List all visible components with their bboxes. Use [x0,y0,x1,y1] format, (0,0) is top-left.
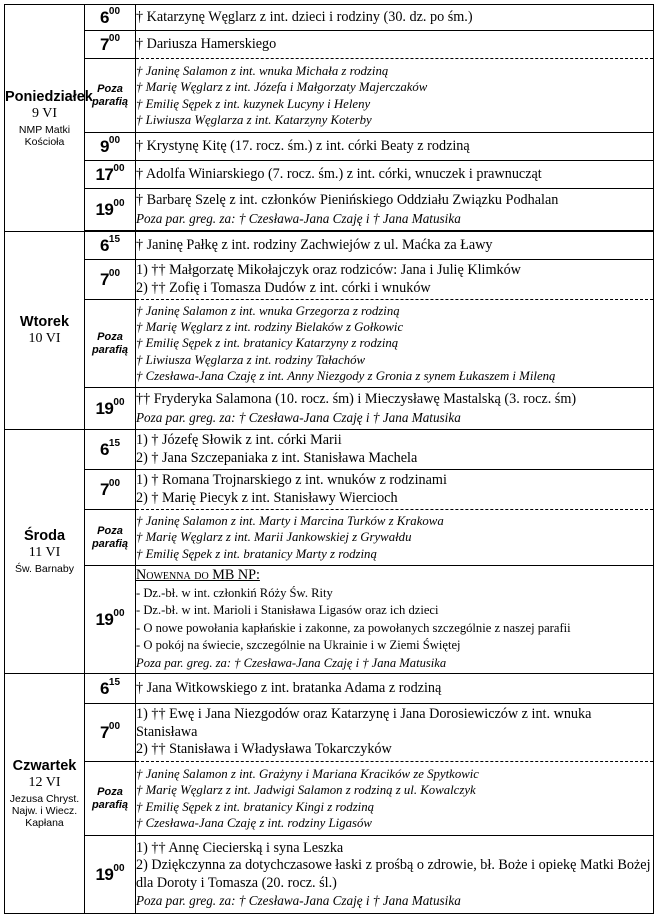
mass-intention: 1) † Romana Trojnarskiego z int. wnuków z rodzinami 2) † Marię Piecyk z int. Stanisławy Wiercioch [136,470,654,510]
novena-header: Nowenna do MB NP: [136,567,260,583]
day-cell-monday [5,5,93,232]
list-item: † Marię Węglarz z int. Marii Jankowskiej z Grywałdu [136,530,412,545]
time-19-00: $19^{00}$ [85,566,136,674]
time-9-00: $9^{00}$ [85,133,136,161]
day-cell-wednesday [5,430,85,674]
list-item: † Janinę Salamon z int. wnuka Michała z rodziną [136,63,389,78]
day-cell-tuesday [5,232,85,430]
time-19-00: $19^{00}$ [85,836,136,914]
time-7-00: $7^{00}$ [85,260,136,300]
mass-intention: † Katarzynę Węglarz z int. dzieci i rodziny (30. dz. po śm.) [136,5,654,31]
mass-intention: 1) †† Ewę i Jana Niezgodów oraz Katarzynę i Jana Dorosiewiczów z int. wnuka Stanisława 2) †† Stanisława i Władysława Tokarczyków [136,704,654,762]
list-item: † Emilię Sępek z int. bratanicy Kingi z rodziną [136,799,375,814]
list-item: - O nowe powołania kapłańskie i zakonne, za powołanych szczególnie z naszej parafii [136,620,571,635]
time-19-00: $19^{00}$ [85,388,136,430]
day-date: 10 VI [28,331,61,346]
list-item: - Dz.-bł. w int. Marioli i Stanisława Ligasów oraz ich dzieci [136,603,439,617]
day-feast: NMP Matki Kościoła [18,123,71,148]
list-item: † Janinę Salamon z int. Marty i Marcina Turków z Krakowa [136,514,444,529]
time-19-00: $19^{00}$ [85,189,136,231]
mass-intention: † Janinę Pałkę z int. rodziny Zachwiejów z ul. Maćka za Ławy [136,232,654,260]
day-name: Czwartek [12,758,77,774]
poza-parafia-list [136,59,654,133]
mass-intention: 1) †† Annę Ciecierską i syna Leszka 2) Dziękczynna za dotychczasowe łaski z prośbą o zdrowie, bł. Boże i opiekę Matki Bożej dla Doroty i Tomasza (20. rocz. śl.) Poza par. greg. za: † Czesława-Jana Czaję i † Jana Matusika [136,836,654,914]
day-date: 12 VI [28,775,61,790]
poza-parafia-list [136,510,654,566]
list-item: † Emilię Sępek z int. kuzynek Lucyny i Heleny [136,96,371,111]
list-item: - Dz.-bł. w int. członkiń Róży Św. Rity [136,585,333,600]
list-item: † Marię Węglarz z int. Józefa i Małgorzaty Majerczaków [136,80,428,95]
mass-intention: †† Fryderyka Salamona (10. rocz. śm) i Mieczysławę Mastalską (3. rocz. śm) Poza par. greg. za: † Czesława-Jana Czaję i † Jana Matusika [136,388,654,430]
list-item: † Emilię Sępek z int. bratanicy Marty z rodziną [136,546,377,561]
mass-intention: † Jana Witkowskiego z int. bratanka Adama z rodziną [136,674,654,704]
list-item: - O pokój na świecie, szczególnie na Ukrainie i w Ziemi Świętej [136,638,461,652]
poza-parafia-label: Poza parafią [85,59,136,133]
day-name: Poniedziałek [5,88,93,105]
day-name: Środa [23,528,66,544]
novena-intentions: Nowenna do MB NP: - Dz.-bł. w int. członkiń Róży Św. Rity - Dz.-bł. w int. Marioli i Stanisława Ligasów oraz ich dzieci - O nowe powołania kapłańskie i zakonne, za powołanych szczególnie z naszej parafii - O pokój na świecie, szczególnie na Ukrainie i w Ziemi Świętej Poza par. greg. za: † Czesława-Jana Czaję i † Jana Matusika [136,566,654,674]
list-item: † Liwiusza Węglarza z int. rodziny Tałachów [136,352,366,367]
list-item: † Janinę Salamon z int. Grażyny i Mariana Kracików ze Spytkowic [136,766,479,781]
list-item: † Janinę Salamon z int. wnuka Grzegorza z rodziną [136,303,400,318]
time-17-00: $17^{00}$ [85,161,136,189]
list-item: † Marię Węglarz z int. Jadwigi Salamon z rodziną z ul. Kowalczyk [136,783,476,798]
day-name: Wtorek [19,314,70,330]
poza-parafia-list [136,300,654,388]
list-item: † Emilię Sępek z int. bratanicy Katarzyny z rodziną [136,336,399,351]
time-7-00: $7^{00}$ [85,31,136,59]
mass-intention: † Barbarę Szelę z int. członków Pienińskiego Oddziału Związku Podhalan Poza par. greg. za: † Czesława-Jana Czaję i † Jana Matusika [136,189,654,231]
time-6-15: $6^{15}$ [85,674,136,704]
mass-intention: † Adolfa Winiarskiego (7. rocz. śm.) z int. córki, wnuczek i prawnucząt [136,161,654,189]
list-item: † Czesława-Jana Czaję z int. rodziny Ligasów [136,815,372,830]
list-item: † Liwiusza Węglarza z int. Katarzyny Koterby [136,112,372,127]
time-7-00: $7^{00}$ [85,470,136,510]
day-date: 9 VI [31,105,58,121]
mass-schedule-table [4,4,654,914]
poza-parafia-label: Poza parafią [85,510,136,566]
poza-parafia-label: Poza parafią [85,300,136,388]
list-item: † Marię Węglarz z int. rodziny Bielaków z Gołkowic [136,320,404,335]
day-feast: Jezusa Chryst. Najw. i Wiecz. Kapłana [9,793,80,829]
time-6-00: $6^{00}$ [85,5,136,31]
poza-parafia-label: Poza parafią [85,762,136,836]
day-cell-thursday [5,674,85,914]
time-6-15: $6^{15}$ [85,232,136,260]
mass-intention: † Krystynę Kitę (17. rocz. śm.) z int. córki Beaty z rodziną [136,133,654,161]
poza-parafia-list [136,762,654,836]
day-date: 11 VI [28,545,61,560]
mass-intention: † Dariusza Hamerskiego [136,31,654,59]
mass-intention: 1) †† Małgorzatę Mikołajczyk oraz rodziców: Jana i Julię Klimków 2) †† Zofię i Tomasza Dudów z int. córki i wnuków [136,260,654,300]
mass-intention: 1) † Józefę Słowik z int. córki Marii 2) † Jana Szczepaniaka z int. Stanisława Machela [136,430,654,470]
time-6-15: $6^{15}$ [85,430,136,470]
time-7-00: $7^{00}$ [85,704,136,762]
list-item: † Czesława-Jana Czaję z int. Anny Niezgody z Gronia z synem Łukaszem i Mileną [136,368,556,383]
day-feast: Św. Barnaby [15,563,74,575]
